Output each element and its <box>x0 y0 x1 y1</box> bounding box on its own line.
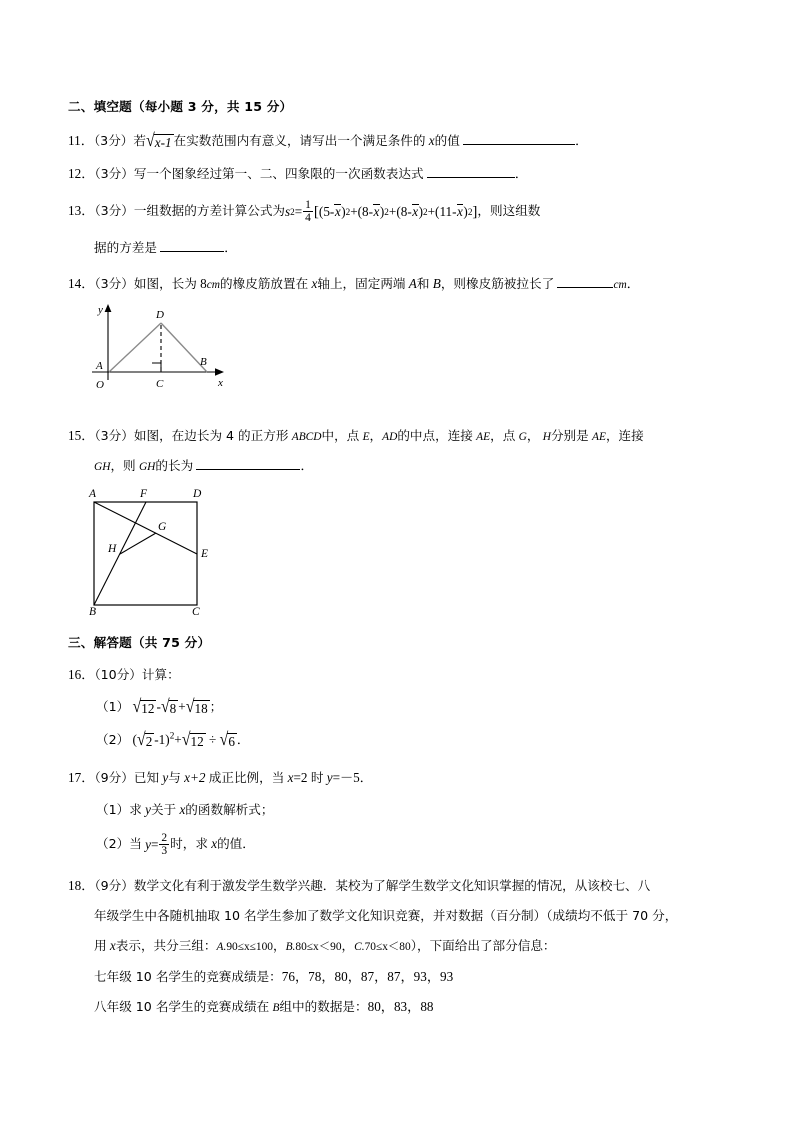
label-point-H: H <box>108 543 117 555</box>
q14-text-3: 轴上，固定两端 <box>317 276 406 291</box>
q17-text-4: 时 <box>310 770 324 785</box>
label-x-axis: x <box>218 377 223 389</box>
radical-sign: √ <box>136 729 146 750</box>
question-18-grade7-data <box>94 967 453 987</box>
q13-plus-2: + <box>388 203 397 219</box>
question-15 <box>68 426 644 447</box>
q17-score: （9分） <box>94 770 134 785</box>
label-point-A: A <box>96 360 103 372</box>
q13-term-2: ( 8 - x ) 2 <box>358 202 389 222</box>
q16-p2-sqrt-3 <box>219 729 237 750</box>
q14-point-b: B <box>432 276 441 291</box>
q16-p2-end: ． <box>236 732 250 747</box>
q18-line1: 数学文化有利于激发学生数学兴趣．某校为了解学生数学文化知识掌握的情况，从该校七、八 <box>133 878 651 893</box>
q18-grade7-values: 76，78，80，87，87，93，93 <box>281 969 454 984</box>
q13-lhs-var: s <box>285 203 291 219</box>
q17-p2-frac-den: 3 <box>161 844 168 857</box>
q17-p2-eq: = <box>150 836 159 852</box>
q13-term-3: ( 8 - x ) 2 <box>396 202 427 222</box>
q16-p1-t2: 8 <box>169 700 177 716</box>
q13-line2-text: 据的方差是 <box>94 240 157 255</box>
radical-sign: √ <box>145 130 155 151</box>
q16-score: （10分） <box>94 667 142 682</box>
q15-line2-seg-gh-1: GH <box>94 461 111 473</box>
q16-p2-t2: 12 <box>190 733 204 749</box>
q16-p1-sqrt-1 <box>132 696 157 717</box>
q15-text-4: 的中点，连接 <box>397 428 473 443</box>
q18-grade8-group: B <box>272 1002 280 1014</box>
q17-p2-x: x <box>211 835 218 851</box>
q15-seg-ae-2: AE <box>592 431 606 443</box>
q18-grade8-label-b: 组中的数据是： <box>279 999 368 1014</box>
q16-part1-label: （1） <box>96 699 130 714</box>
q18-l3-x: x <box>109 938 116 953</box>
q13-text-after: ，则这组数 <box>477 202 541 218</box>
q15-text-5: ，点 <box>490 428 516 443</box>
q18-grade7-label: 七年级 10 名学生的竞赛成绩是： <box>94 969 282 984</box>
q16-p2-sqrt-1 <box>136 729 154 750</box>
q14-text-5: ，则橡皮筋被拉长了 <box>440 276 555 291</box>
q13-term-2-value: 8 <box>362 203 369 219</box>
q13-term-4-minus: - <box>452 203 457 219</box>
label-point-C: C <box>192 606 200 618</box>
label-point-G: G <box>158 521 167 533</box>
question-12 <box>68 164 527 184</box>
q15-number: 15． <box>68 428 95 443</box>
q16-p2-plus: + <box>174 732 182 747</box>
q15-line2-text: ，则 <box>110 458 136 473</box>
q15-text-2: 中，点 <box>321 428 360 443</box>
q16-p2-sqrt-2 <box>181 729 206 750</box>
q15-point-g: G <box>518 431 527 443</box>
q16-p1-end: ； <box>209 699 223 714</box>
q16-text: 计算： <box>141 667 180 682</box>
q13-answer-blank[interactable] <box>160 239 224 252</box>
q16-p1-sqrt-3 <box>185 696 210 717</box>
q18-line2: 年级学生中各随机抽取 10 名学生参加了数学文化知识竞赛，并对数据（百分制）（成绩均不低于 70 分， <box>94 908 678 923</box>
q11-text-before: 若 <box>133 133 146 148</box>
q13-term-2-minus: - <box>368 203 374 219</box>
q13-bracket-open: [ <box>313 203 319 220</box>
question-18-grade8-data <box>94 997 434 1018</box>
q15-point-h: H <box>542 431 551 443</box>
q11-radicand: x-1 <box>154 134 172 150</box>
q15-text-3: ， <box>369 428 383 443</box>
q18-l3-t3: ），下面给出了部分信息： <box>410 938 556 953</box>
q14-score: （3分） <box>94 276 134 291</box>
q11-sqrt <box>145 130 174 151</box>
q13-term-1-minus: - <box>329 203 335 219</box>
q13-term-4: ( 11 - x ) 2 <box>435 202 472 222</box>
question-18-line3 <box>94 936 556 957</box>
q15-text-6: ， <box>526 428 540 443</box>
q18-group-c-range: 70≤x＜80 <box>364 941 411 953</box>
radical-sign: √ <box>160 696 170 717</box>
q15-period: ． <box>300 458 314 473</box>
q15-seg-ad: AD <box>382 431 398 443</box>
q14-point-a: A <box>408 276 417 291</box>
q14-text-2: 的橡皮筋放置在 <box>220 276 309 291</box>
label-point-B: B <box>89 606 97 618</box>
q13-period: ． <box>224 240 237 255</box>
q16-p2-minus: -1 <box>154 732 166 747</box>
segment-AD <box>109 323 161 372</box>
q13-frac-den: 4 <box>305 211 311 224</box>
q17-expr: x+2 <box>184 770 206 785</box>
q18-l3-t1: 用 <box>94 938 107 953</box>
q15-line2-seg-gh-2: GH <box>138 461 156 473</box>
q15-answer-blank[interactable] <box>196 457 300 470</box>
q11-score: （3分） <box>93 133 134 148</box>
q12-text: 写一个图象经过第一、二、四象限的一次函数表达式 <box>133 166 424 181</box>
question-17-part2 <box>96 832 255 858</box>
question-16 <box>68 665 180 685</box>
q17-part1-label: （1） <box>96 802 130 817</box>
q14-unit2: cm <box>613 279 627 291</box>
q14-answer-blank[interactable] <box>557 275 613 288</box>
q17-p2-text-3: 的值． <box>217 835 255 851</box>
label-point-D: D <box>156 309 164 321</box>
q18-l3-t2: 表示，共分三组： <box>115 938 217 953</box>
q16-p1-op1: - <box>156 699 161 714</box>
q17-p1-text-3: 的函数解析式； <box>185 802 274 817</box>
question-16-part2 <box>96 730 250 750</box>
question-14 <box>68 274 639 295</box>
q17-cond1-value: =2 <box>293 770 308 785</box>
question-17 <box>68 768 372 788</box>
q14-length: 8 <box>200 276 207 291</box>
q15-text-7: 分别是 <box>550 428 589 443</box>
q17-p2-frac-num: 2 <box>161 831 168 844</box>
label-point-C: C <box>156 378 164 390</box>
question-11 <box>68 131 588 151</box>
q17-text-1: 已知 <box>133 770 160 785</box>
q18-grade8-values: 80，83，88 <box>367 999 434 1014</box>
q17-p2-fraction <box>159 832 169 858</box>
q12-period: ． <box>514 166 528 181</box>
q12-score: （3分） <box>94 166 134 181</box>
q15-point-e: E <box>362 431 370 443</box>
q17-p1-y: y <box>145 802 151 817</box>
question-16-part1 <box>96 697 222 717</box>
q16-p1-op2: + <box>178 699 186 714</box>
q18-sep-1: ， <box>273 938 286 953</box>
q11-text-after-2: 的值 <box>434 133 460 148</box>
q18-group-a-name: A. <box>216 941 227 953</box>
label-origin: O <box>96 379 104 391</box>
q17-text-3: 成正比例，当 <box>208 770 285 785</box>
q13-formula: s 2 = $\frac{1}{4}$ [ ( 5 - x ) 2 + ( 8 - x ) 2 + ( 8 - x ) 2 + ( 11 - x ) 2 ] <box>285 198 478 224</box>
figure-rubber-band <box>88 296 238 394</box>
q16-p2-t3: 6 <box>228 733 235 749</box>
q13-plus-1: + <box>350 203 358 219</box>
q18-grade8-label-a: 八年级 10 名学生的竞赛成绩在 <box>94 999 270 1014</box>
q17-p1-text-1: 求 <box>129 802 142 817</box>
q16-p2-exp: 2 <box>169 730 175 741</box>
q15-seg-ae-1: AE <box>476 431 491 443</box>
q17-part2-label: （2） <box>96 835 130 851</box>
q16-p2-div: ÷ <box>208 732 217 747</box>
radical-sign: √ <box>181 729 191 750</box>
q11-answer-blank[interactable] <box>463 132 575 145</box>
q13-term-1: ( 5 - x ) 2 <box>319 202 350 222</box>
q17-p1-x: x <box>179 802 186 817</box>
q14-unit: cm <box>206 279 221 291</box>
q15-line2-text2: 的长为 <box>155 458 194 473</box>
q15-score: （3分） <box>94 428 134 443</box>
label-point-D: D <box>193 488 202 500</box>
q15-text-8: ，连接 <box>605 428 644 443</box>
question-13 <box>68 199 540 225</box>
q17-text-2: 与 <box>168 770 181 785</box>
q17-p2-y: y <box>145 836 151 852</box>
q16-p1-t1: 12 <box>141 700 155 716</box>
question-13-line2 <box>94 238 237 258</box>
q15-square-name: ABCD <box>291 431 322 443</box>
q16-p1-sqrt-2 <box>160 696 178 717</box>
section-heading-solution: 三、解答题（共 75 分） <box>68 635 211 650</box>
q18-group-c-name: C. <box>354 941 365 953</box>
right-angle-mark <box>152 363 161 372</box>
label-point-A: A <box>89 488 97 500</box>
q11-period: ． <box>575 133 588 148</box>
q16-p2-t1: 2 <box>145 733 153 749</box>
q18-sep-2: ， <box>341 938 355 953</box>
x-axis-arrow <box>215 368 224 375</box>
q17-p1-text-2: 关于 <box>150 802 177 817</box>
section-heading-fill-in-blank: 二、填空题（每小题 3 分，共 15 分） <box>68 99 293 114</box>
q17-cond2: y <box>326 770 333 785</box>
question-17-part1 <box>96 800 273 820</box>
q11-var: x <box>428 133 435 148</box>
square-svg <box>84 484 244 616</box>
y-axis-arrow <box>105 304 112 312</box>
figure-square-abcd <box>84 484 244 616</box>
q13-term-3-value: 8 <box>400 203 408 219</box>
q17-p2-equation <box>145 832 170 858</box>
radical-sign: √ <box>219 729 229 750</box>
q16-p1-t3: 18 <box>194 700 208 716</box>
question-18 <box>68 876 650 896</box>
q17-y: y <box>162 770 169 785</box>
q13-term-1-mean: x <box>334 204 341 220</box>
q13-score: （3分） <box>94 202 134 218</box>
q18-score: （9分） <box>94 878 134 893</box>
q16-p2-paren-close: ) <box>165 732 170 747</box>
q14-axis: x <box>311 276 318 291</box>
label-point-E: E <box>201 548 209 560</box>
q11-text-after-1: 在实数范围内有意义，请写出一个满足条件的 <box>173 133 426 148</box>
q13-frac-num: 1 <box>305 198 311 211</box>
q18-group-a-range: 90≤x≤100 <box>226 941 273 953</box>
q18-group-b-name: B. <box>285 941 296 953</box>
radical-sign: √ <box>132 696 142 717</box>
question-15-line2 <box>94 456 313 477</box>
q13-term-2-mean: x <box>373 204 380 220</box>
question-18-line2 <box>94 906 677 926</box>
radical-sign: √ <box>185 696 195 717</box>
q13-equals: = <box>294 203 303 219</box>
q17-number: 17． <box>68 770 95 785</box>
label-point-F: F <box>140 488 148 500</box>
q12-answer-blank[interactable] <box>427 165 515 178</box>
q13-bracket-close: ] <box>472 203 478 220</box>
label-point-B: B <box>200 356 207 368</box>
q13-term-4-value: 11 <box>439 203 453 219</box>
q18-group-b-range: 80≤x＜90 <box>295 941 342 953</box>
q13-number: 13． <box>68 202 95 218</box>
q18-number: 18． <box>68 878 95 893</box>
label-y-axis: y <box>98 304 103 316</box>
q16-number: 16． <box>68 667 95 682</box>
q15-text-1: 如图，在边长为 4 的正方形 <box>133 428 289 443</box>
q17-cond2-value: =－5 <box>332 770 360 785</box>
q14-number: 14． <box>68 276 95 291</box>
q16-p2-paren-open: ( <box>132 732 137 747</box>
q13-term-1-value: 5 <box>323 203 330 219</box>
q14-text-4: 和 <box>416 276 430 291</box>
q14-text-1: 如图，长为 <box>133 276 197 291</box>
q16-part2-label: （2） <box>96 732 130 747</box>
q17-period: ． <box>359 770 373 785</box>
q13-plus-3: + <box>427 203 436 219</box>
q17-p2-text-2: 时，求 <box>170 835 208 851</box>
rubber-band-svg <box>88 296 238 394</box>
q13-term-4-mean: x <box>457 204 463 220</box>
q17-p2-text-1: 当 <box>129 835 142 851</box>
q11-number: 11． <box>68 133 94 148</box>
q12-number: 12． <box>68 166 95 181</box>
q13-term-3-minus: - <box>407 203 412 219</box>
q13-fraction <box>303 199 313 225</box>
q17-cond1: x <box>287 770 294 785</box>
q13-text-before: 一组数据的方差计算公式为 <box>133 202 285 218</box>
q14-period: ． <box>626 276 640 291</box>
q13-term-3-mean: x <box>412 204 419 220</box>
